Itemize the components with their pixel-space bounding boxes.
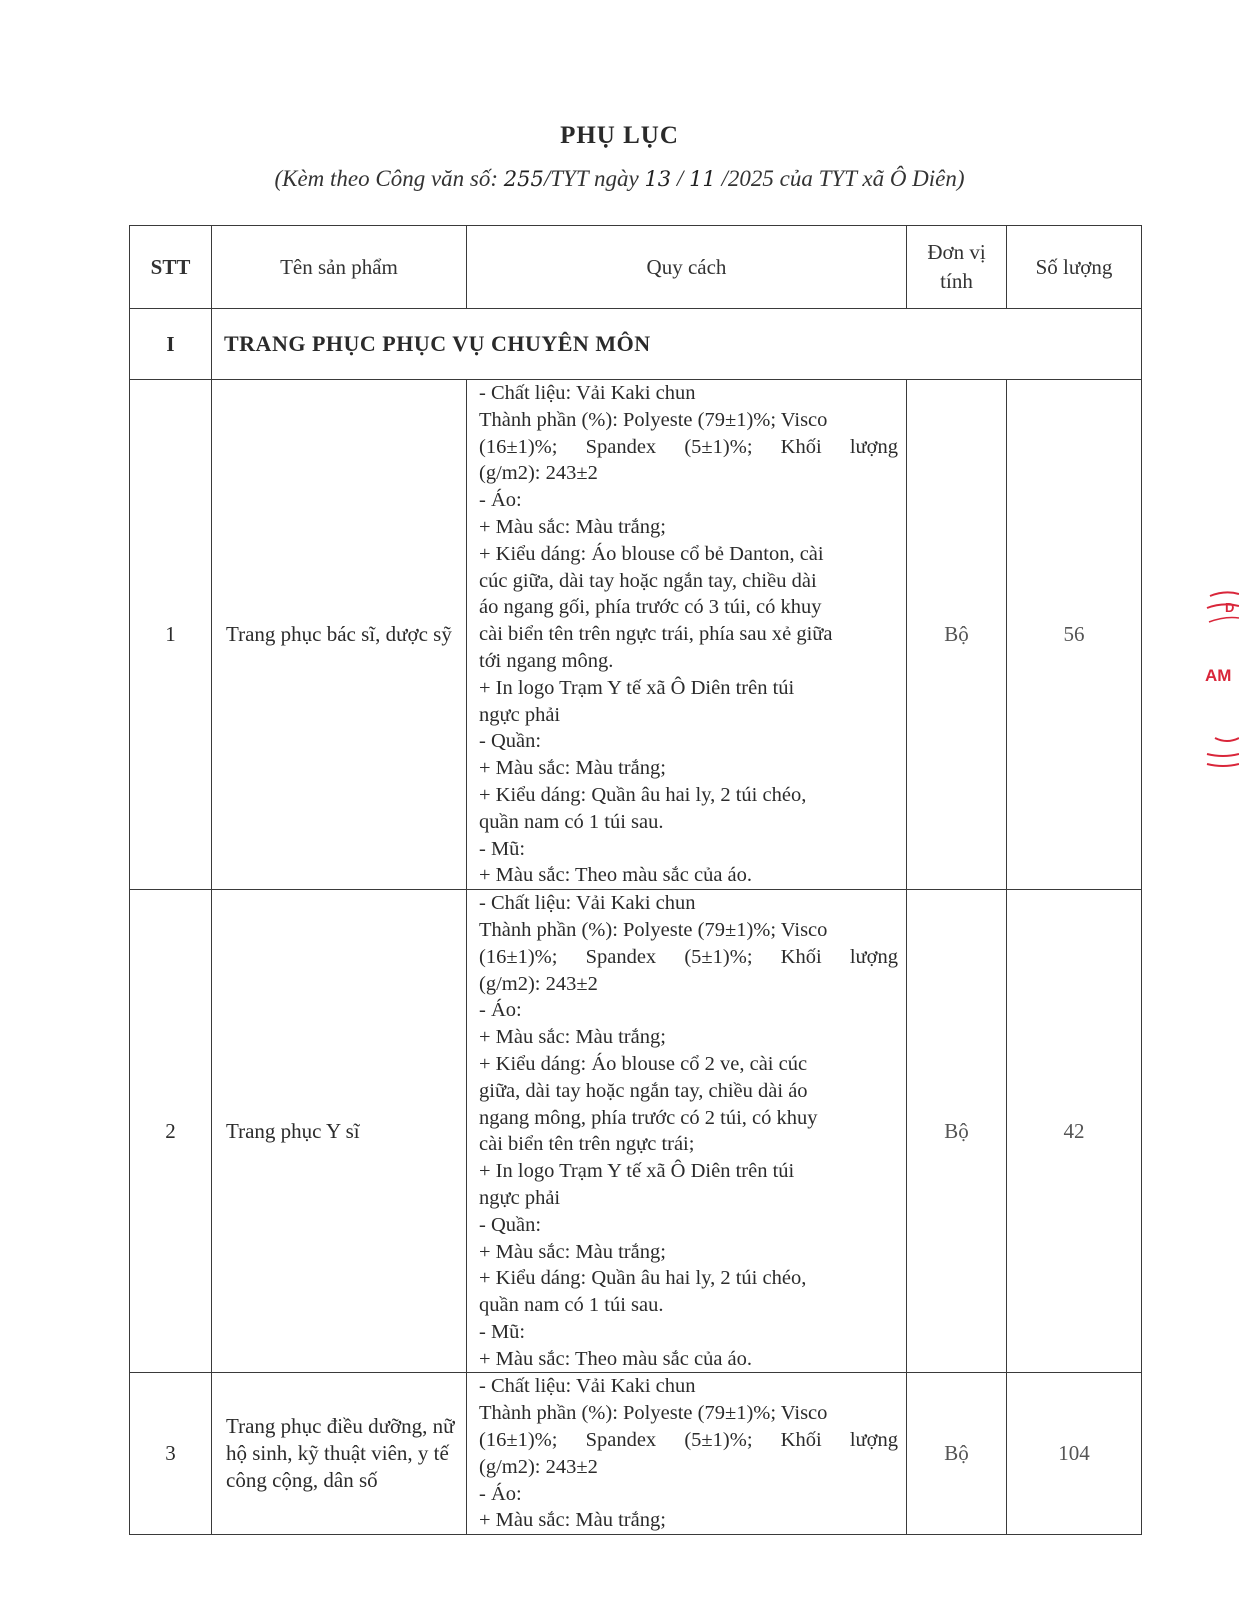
spec-line: - Chất liệu: Vải Kaki chun <box>479 382 696 404</box>
col-header-qty: Số lượng <box>1007 226 1142 309</box>
spec-line: - Chất liệu: Vải Kaki chun <box>479 1375 696 1398</box>
spec-line: Thành phần (%): Polyeste (79±1)%; Visco <box>479 1402 828 1425</box>
spec-line: quần nam có 1 túi sau. <box>479 1294 664 1317</box>
doc-number: 255 <box>503 167 544 191</box>
table-row <box>130 1373 1142 1535</box>
spec-line: - Áo: <box>479 999 522 1022</box>
spec-line: - Quần: <box>479 730 542 753</box>
spec-line: ngang mông, phía trước có 2 túi, có khuy <box>479 1106 818 1129</box>
col-header-stt: STT <box>130 226 212 309</box>
spec-line: + In logo Trạm Y tế xã Ô Diên trên túi <box>479 1160 795 1183</box>
section-title: TRANG PHỤC PHỤC VỤ CHUYÊN MÔN <box>212 309 1142 380</box>
doc-month: 11 <box>689 167 716 191</box>
doc-day: 13 <box>644 167 672 191</box>
spec-line: + Màu sắc: Màu trắng; <box>479 1026 666 1049</box>
row-number: 3 <box>130 1373 212 1535</box>
spec-line: (g/m2): 243±2 <box>479 1455 598 1478</box>
stamp-arcs <box>1205 588 1239 788</box>
spec-line: (g/m2): 243±2 <box>479 462 598 485</box>
spec-line: (16±1)%; Spandex (5±1)%; Khối lượng <box>479 435 898 458</box>
spec-line: quần nam có 1 túi sau. <box>479 810 664 833</box>
col-header-name: Tên sản phẩm <box>212 226 467 309</box>
spec-line: + Kiểu dáng: Quần âu hai ly, 2 túi chéo, <box>479 1267 807 1290</box>
subtitle-prefix: (Kèm theo Công văn số: <box>274 166 499 191</box>
product-quantity: 42 <box>1007 890 1142 1373</box>
subtitle-mid: /TYT ngày <box>543 166 639 191</box>
row-number: 2 <box>130 890 212 1373</box>
appendix-table <box>129 225 1142 1535</box>
stamp-text-1: D <box>1225 600 1235 615</box>
col-header-unit: Đơn vị tính <box>907 226 1007 309</box>
table-row <box>130 890 1142 1373</box>
spec-line: + Màu sắc: Theo màu sắc của áo. <box>479 864 753 887</box>
spec-line: giữa, dài tay hoặc ngắn tay, chiều dài áo <box>479 1079 808 1102</box>
spec-line: - Mũ: <box>479 837 526 860</box>
table-header-row <box>130 226 1142 309</box>
subtitle-suffix: /2025 của TYT xã Ô Diên) <box>721 166 965 191</box>
product-name: Trang phục điều dưỡng, nữ hộ sinh, kỹ thuật viên, y tế công cộng, dân số <box>212 1373 467 1535</box>
row-number: 1 <box>130 380 212 890</box>
spec-line: áo ngang gối, phía trước có 3 túi, có khuy <box>479 596 822 619</box>
spec-line: cúc giữa, dài tay hoặc ngắn tay, chiều dài <box>479 569 817 592</box>
spec-line: (g/m2): 243±2 <box>479 972 598 995</box>
section-row <box>130 309 1142 380</box>
spec-line: + In logo Trạm Y tế xã Ô Diên trên túi <box>479 676 795 699</box>
section-number: I <box>130 309 212 380</box>
spec-line: + Màu sắc: Theo màu sắc của áo. <box>479 1347 753 1370</box>
spec-line: + Kiểu dáng: Quần âu hai ly, 2 túi chéo, <box>479 783 807 806</box>
spec-line: - Mũ: <box>479 1320 526 1343</box>
spec-line: cài biển tên trên ngực trái; <box>479 1133 695 1156</box>
spec-line: ngực phải <box>479 1186 561 1209</box>
spec-line: - Quần: <box>479 1213 542 1236</box>
product-spec <box>467 890 907 1373</box>
page-subtitle: (Kèm theo Công văn số: 255/TYT ngày 13 / 11 /2025 của TYT xã Ô Diên) <box>274 166 965 191</box>
spec-line: (16±1)%; Spandex (5±1)%; Khối lượng <box>479 1429 898 1452</box>
spec-line: + Kiểu dáng: Áo blouse cổ 2 ve, cài cúc <box>479 1052 808 1075</box>
spec-line: cài biển tên trên ngực trái, phía sau xẻ giữa <box>479 623 833 646</box>
spec-line: - Áo: <box>479 489 522 512</box>
spec-line: + Màu sắc: Màu trắng; <box>479 1240 666 1263</box>
spec-line: ngực phải <box>479 703 561 726</box>
spec-line: + Màu sắc: Màu trắng; <box>479 515 666 538</box>
product-quantity: 56 <box>1007 380 1142 890</box>
table-row <box>130 380 1142 890</box>
spec-line: + Kiểu dáng: Áo blouse cổ bẻ Danton, cài <box>479 542 824 565</box>
product-name: Trang phục Y sĩ <box>212 890 467 1373</box>
spec-line: + Màu sắc: Màu trắng; <box>479 1509 666 1532</box>
red-stamp <box>1205 588 1239 788</box>
stamp-text-2: AM <box>1205 666 1232 685</box>
product-unit: Bộ <box>907 890 1007 1373</box>
product-spec <box>467 1373 907 1535</box>
spec-line: Thành phần (%): Polyeste (79±1)%; Visco <box>479 408 828 431</box>
product-unit: Bộ <box>907 380 1007 890</box>
spec-line: + Màu sắc: Màu trắng; <box>479 757 666 780</box>
product-spec <box>467 380 907 890</box>
product-name: Trang phục bác sĩ, dược sỹ <box>212 380 467 890</box>
spec-line: tới ngang mông. <box>479 649 614 672</box>
col-header-spec: Quy cách <box>467 226 907 309</box>
spec-line: (16±1)%; Spandex (5±1)%; Khối lượng <box>479 945 898 968</box>
product-quantity: 104 <box>1007 1373 1142 1535</box>
spec-line: - Chất liệu: Vải Kaki chun <box>479 892 696 915</box>
product-unit: Bộ <box>907 1373 1007 1535</box>
page-title: PHỤ LỤC <box>560 122 679 149</box>
spec-line: Thành phần (%): Polyeste (79±1)%; Visco <box>479 918 828 941</box>
spec-line: - Áo: <box>479 1482 522 1505</box>
